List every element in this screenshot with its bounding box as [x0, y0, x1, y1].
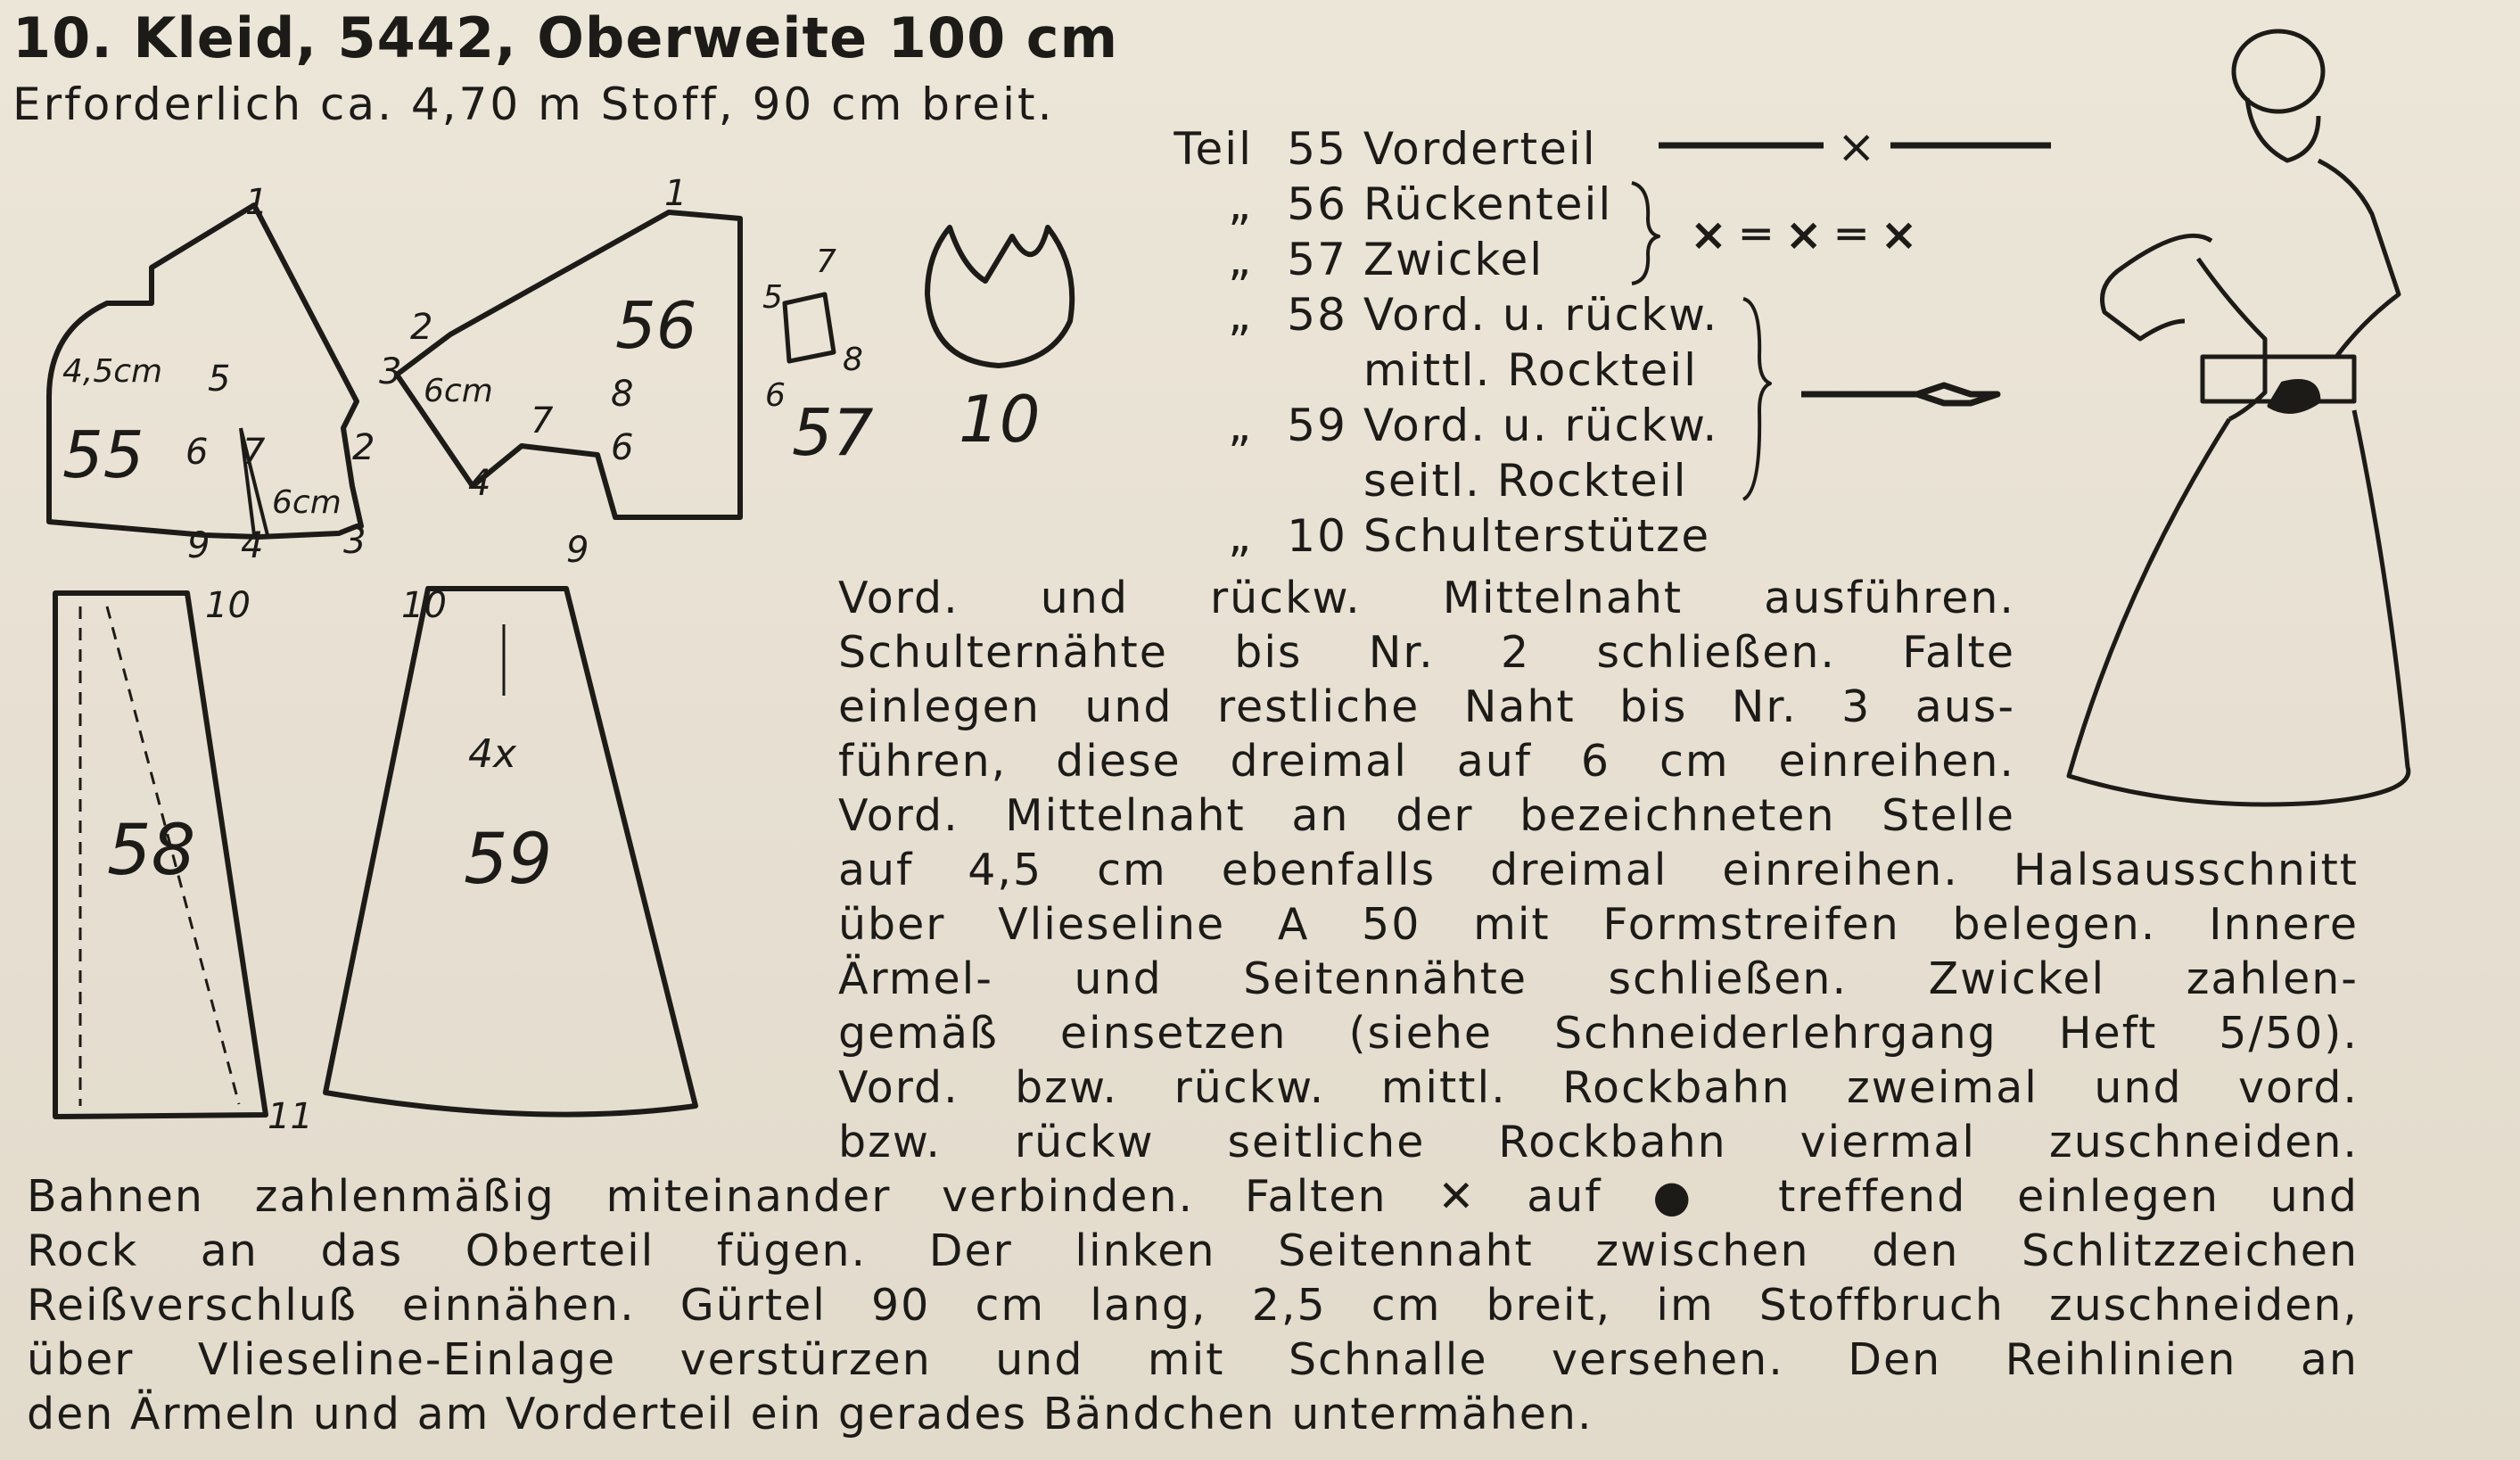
page-title: 10. Kleid, 5442, Oberweite 100 cm	[12, 5, 1119, 70]
measure-6cm-front: 6cm	[272, 484, 342, 521]
legend-row: Teil 55 Vorderteil	[1174, 123, 1597, 175]
notch-9-front: 9	[187, 525, 210, 566]
instructions-narrow: Vord. und rückw. Mittelnaht ausführen. Schulternähte bis Nr. 2 schließen. Falte einlegen und restliche Naht bis Nr. 3 aus- führen, diese dreimal auf 6 cm einreihen. Vord. Mittelnaht an der bezeichneten Stelle	[838, 573, 2015, 841]
notch-9-skirt59: 9	[566, 530, 589, 571]
instructions-wide: Bahnen zahlenmäßig miteinander verbinden. Falten ✕ auf ● treffend einlegen und Rock an das Oberteil fügen. Der linken Seitennaht zwischen den Schlitzzeichen Reißverschluß einnähen. Gürtel 90 cm lang, 2,5 cm breit, im Stoffbruch zuschneiden, über Vlieseline-Einlage verstürzen und mit Schnalle versehen. Den Reihlinien an den Ärmeln und am Vorderteil ein gerades Bändchen untermähen.	[27, 1171, 2359, 1439]
notch-7-back: 7	[531, 400, 554, 441]
legend-row: „ 10 Schulterstütze	[1228, 510, 1711, 562]
notch-10-skirt59: 10	[401, 585, 447, 626]
measure-6cm-back: 6cm	[424, 373, 493, 409]
legend-diamond-line	[1801, 385, 1997, 403]
notch-7-gusset: 7	[816, 243, 836, 280]
notch-6-front: 6	[185, 432, 209, 473]
notch-6-back: 6	[611, 427, 634, 468]
notch-1-back: 1	[664, 173, 688, 214]
notch-4-back: 4	[468, 463, 491, 504]
measure-45cm: 4,5cm	[62, 353, 163, 390]
piece-58-label: 58	[107, 811, 196, 891]
notch-10-skirt58: 10	[205, 585, 251, 626]
legend-mark-55: ×	[1837, 120, 1876, 174]
piece-59-label: 59	[464, 820, 553, 900]
notch-5-gusset: 5	[762, 279, 783, 316]
notch-3-front: 3	[343, 521, 366, 562]
piece-55-label: 55	[62, 417, 144, 492]
notch-5: 5	[208, 359, 231, 400]
piece-10-outline	[927, 227, 1072, 366]
piece-10-label: 10	[959, 382, 1041, 457]
notch-7-front: 7	[243, 432, 266, 473]
instructions-mid: auf 4,5 cm ebenfalls dreimal einreihen. Halsausschnitt über Vlieseline A 50 mit Formstreifen belegen. Innere Ärmel- und Seitennähte schließen. Zwickel zahlen- gemäß einsetzen (siehe Schneiderlehrgang Heft 5/50). Vord. bzw. rückw. mittl. Rockbahn zweimal und vord. bzw. rückw seitliche Rockbahn viermal zuschneiden.	[838, 845, 2359, 1167]
piece-59-cut-count: 4x	[468, 731, 517, 777]
legend-row: „ 58 Vord. u. rückw.	[1228, 289, 1719, 341]
piece-57-outline	[785, 294, 834, 361]
notch-11-skirt58: 11	[268, 1096, 313, 1137]
notch-2-front: 2	[352, 427, 375, 468]
notch-4-front: 4	[241, 525, 264, 566]
legend-row: seitl. Rockteil	[1363, 455, 1688, 507]
notch-8-gusset: 8	[843, 342, 863, 378]
legend-row: „ 56 Rückenteil	[1228, 178, 1613, 230]
figure-dress-illustration	[2069, 31, 2409, 804]
legend-mark-56-57: × ═ × ═ ×	[1690, 209, 1918, 260]
notch-2-back: 2	[410, 307, 433, 348]
piece-57-label: 57	[792, 395, 874, 470]
piece-56-outline	[397, 212, 740, 517]
legend-row: mittl. Rockteil	[1363, 344, 1698, 396]
legend-brace-58-59	[1743, 299, 1770, 499]
legend-row: „ 59 Vord. u. rückw.	[1228, 400, 1719, 451]
notch-1-front: 1	[245, 182, 268, 223]
notch-6-gusset: 6	[765, 377, 786, 414]
page-subtitle: Erforderlich ca. 4,70 m Stoff, 90 cm breit.	[12, 78, 1055, 130]
legend-brace-56-57	[1632, 183, 1659, 284]
legend-row: „ 57 Zwickel	[1228, 234, 1544, 285]
piece-56-label: 56	[615, 288, 697, 363]
notch-8-back: 8	[611, 374, 634, 415]
notch-3-back: 3	[379, 351, 402, 392]
